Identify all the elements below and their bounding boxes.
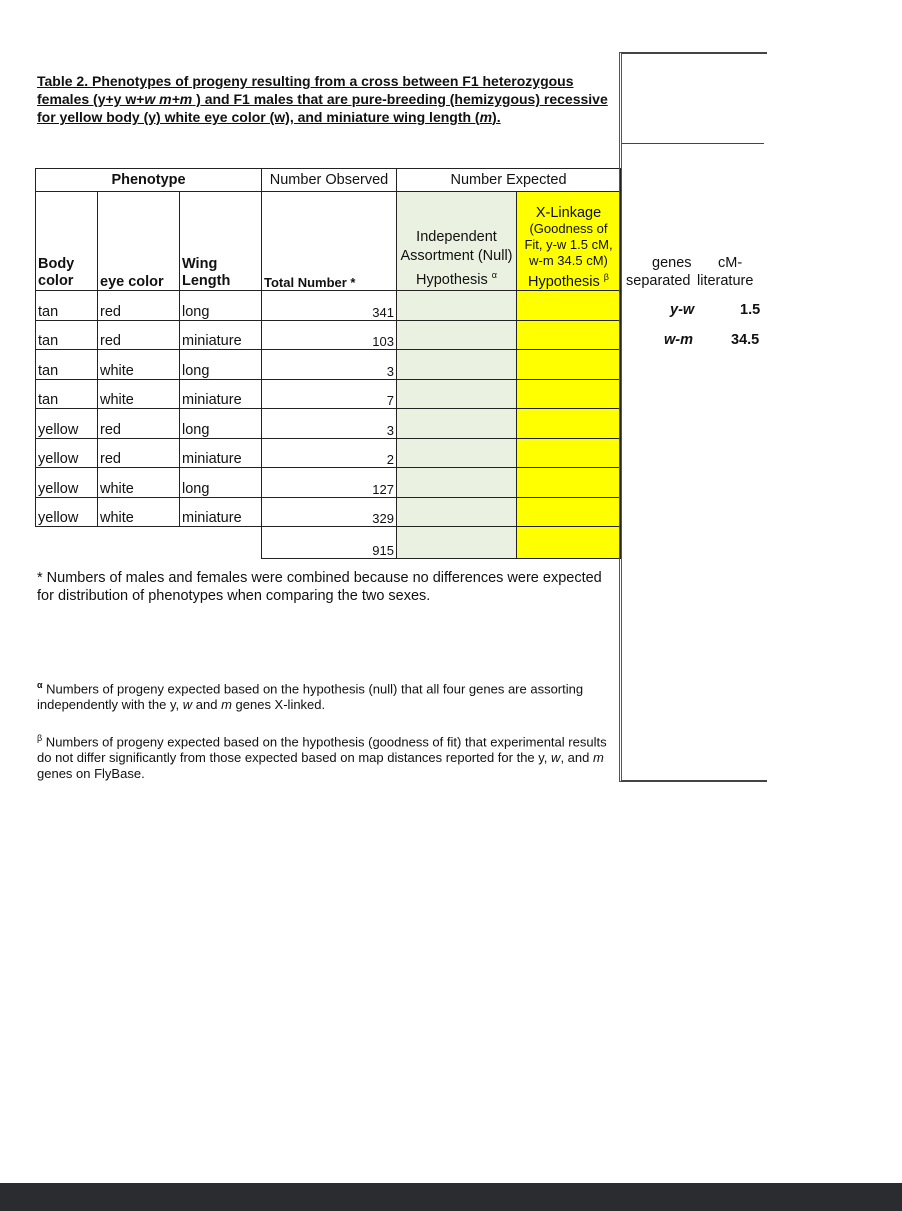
side-genes-yw: y-w — [670, 302, 695, 318]
cell-xlinkage[interactable] — [517, 409, 621, 439]
table-row — [36, 320, 621, 350]
col-eye-color: eye color — [98, 192, 180, 291]
cell-wing: miniature — [180, 320, 262, 350]
cell-wing: long — [180, 409, 262, 439]
cell-body: tan — [36, 379, 98, 409]
cell-xlinkage-total[interactable] — [517, 527, 621, 559]
note-beta-text-a: Numbers of progeny expected based on the hypothesis (goodness of fit) that experimental results do not differ significantly from those expected based on map distances reported for the y, — [37, 734, 607, 766]
cell-wing: long — [180, 291, 262, 321]
note-alpha-text-a: Numbers of progeny expected based on the hypothesis (null) that all four genes are assorting independently with the y, — [37, 681, 584, 713]
note-beta-w: w — [551, 750, 561, 766]
side-panel-divider — [622, 143, 764, 144]
note-alpha-text-c: genes X-linked. — [231, 697, 326, 713]
side-col1-top: genes — [652, 255, 692, 271]
note-beta-text-b: , and — [560, 750, 593, 766]
cell-xlinkage[interactable] — [517, 350, 621, 380]
title-part1: Table 2. Phenotypes of progeny resulting from a cross between F1 heterozygous females (y+y w+ — [37, 73, 574, 107]
cell-xlinkage[interactable] — [517, 320, 621, 350]
cell-independent[interactable] — [397, 438, 517, 468]
cell-eye: white — [98, 497, 180, 527]
cell-body: yellow — [36, 468, 98, 498]
col-xlinkage-sup: β — [603, 272, 609, 283]
side-cm-wm: 34.5 — [731, 332, 760, 348]
cell-independent[interactable] — [397, 291, 517, 321]
cell-xlinkage[interactable] — [517, 468, 621, 498]
side-cm-yw: 1.5 — [740, 302, 761, 318]
col-body-color: Body color — [36, 192, 98, 291]
note-star: * Numbers of males and females were combined because no differences were expected for distribution of phenotypes when comparing the two sexes. — [37, 570, 602, 604]
side-col1-bottom: separated — [626, 273, 691, 289]
col-wing-length: Wing Length — [180, 192, 262, 291]
col-xlinkage — [517, 192, 621, 291]
cell-total: 7 — [262, 379, 397, 409]
cell-xlinkage[interactable] — [517, 379, 621, 409]
cell-wing: miniature — [180, 438, 262, 468]
col-xlinkage-detail: (Goodness of Fit, y-w 1.5 cM, w-m 34.5 cM) — [524, 221, 613, 269]
cell-total: 3 — [262, 409, 397, 439]
cell-wing: miniature — [180, 497, 262, 527]
col-total: Total Number * — [262, 192, 397, 291]
cell-wing: long — [180, 468, 262, 498]
cell-eye: red — [98, 291, 180, 321]
cell-total: 341 — [262, 291, 397, 321]
cell-independent[interactable] — [397, 409, 517, 439]
table-row — [36, 291, 621, 321]
table-row — [36, 438, 621, 468]
cell-xlinkage[interactable] — [517, 497, 621, 527]
note-alpha — [37, 677, 617, 713]
cell-wing: long — [180, 350, 262, 380]
table-row — [36, 350, 621, 380]
cell-total: 3 — [262, 350, 397, 380]
side-genes-wm: w-m — [664, 332, 693, 348]
cell-body: yellow — [36, 497, 98, 527]
table-row — [36, 497, 621, 527]
bottom-bar — [0, 1183, 902, 1211]
cell-total: 103 — [262, 320, 397, 350]
table-row — [36, 379, 621, 409]
note-beta — [37, 730, 617, 782]
cell-total: 127 — [262, 468, 397, 498]
title-part3: ) and F1 males that are pure-breeding (hemizygous) recessive for yellow body (y) white eye color (w), and miniature wing length ( — [37, 91, 608, 125]
side-col2-top: cM- — [718, 255, 743, 271]
cell-independent[interactable] — [397, 497, 517, 527]
header-observed: Number Observed — [262, 169, 397, 192]
cell-xlinkage[interactable] — [517, 291, 621, 321]
cell-body: tan — [36, 291, 98, 321]
side-panel-frame — [619, 52, 767, 782]
header-phenotype: Phenotype — [36, 169, 262, 192]
cell-independent-total[interactable] — [397, 527, 517, 559]
title-part2: w m+m — [144, 91, 193, 107]
cell-body: yellow — [36, 438, 98, 468]
side-col2-bottom: literature — [697, 273, 754, 289]
table-title — [37, 72, 622, 126]
note-beta-sup: β — [37, 733, 43, 743]
table-row — [36, 409, 621, 439]
col-independent-label: Independent Assortment (Null) Hypothesis — [400, 229, 513, 288]
cell-total: 329 — [262, 497, 397, 527]
cell-body: yellow — [36, 409, 98, 439]
cell-eye: red — [98, 320, 180, 350]
table-row — [36, 468, 621, 498]
cell-total: 2 — [262, 438, 397, 468]
cell-eye: white — [98, 468, 180, 498]
phenotype-table — [35, 168, 621, 559]
header-expected: Number Expected — [397, 169, 621, 192]
cell-independent[interactable] — [397, 320, 517, 350]
note-alpha-sup: α — [37, 680, 43, 690]
cell-body: tan — [36, 350, 98, 380]
note-alpha-w: w — [182, 697, 193, 713]
table-total-row — [36, 527, 621, 559]
cell-eye: white — [98, 379, 180, 409]
cell-eye: red — [98, 409, 180, 439]
cell-eye: white — [98, 350, 180, 380]
cell-grand-total: 915 — [262, 527, 397, 559]
cell-body: tan — [36, 320, 98, 350]
note-beta-text-c: genes on FlyBase. — [37, 766, 145, 782]
note-beta-m: m — [592, 750, 604, 766]
col-xlinkage-hyp: Hypothesis — [528, 274, 600, 290]
col-independent — [397, 192, 517, 291]
cell-independent[interactable] — [397, 350, 517, 380]
cell-wing: miniature — [180, 379, 262, 409]
cell-eye: red — [98, 438, 180, 468]
cell-xlinkage[interactable] — [517, 438, 621, 468]
col-xlinkage-title: X-Linkage — [535, 205, 602, 222]
title-part4: m — [479, 109, 493, 125]
cell-independent[interactable] — [397, 468, 517, 498]
col-independent-sup: α — [491, 270, 497, 281]
note-alpha-text-b: and — [192, 697, 222, 713]
cell-independent[interactable] — [397, 379, 517, 409]
title-part5: ). — [492, 109, 501, 125]
note-alpha-m: m — [221, 697, 232, 713]
